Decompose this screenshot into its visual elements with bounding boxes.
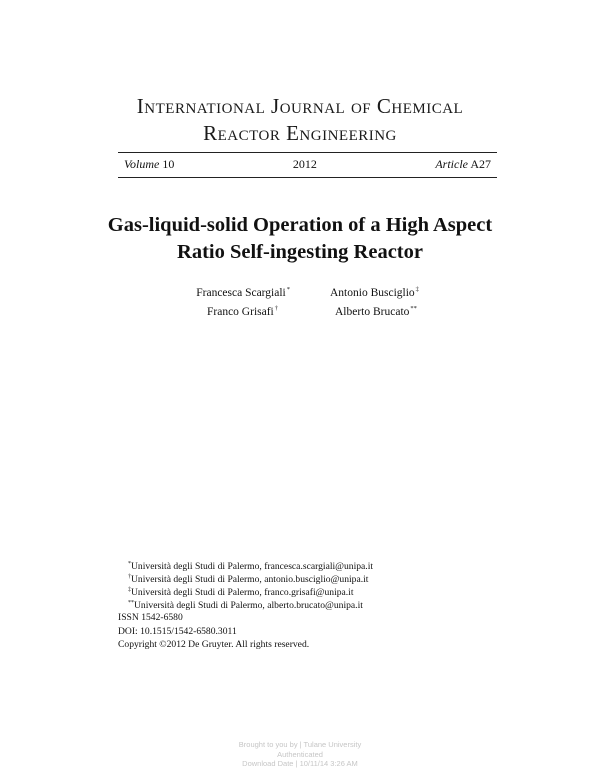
affiliation-3: ‡Università degli Studi di Palermo, franco.grisafi@unipa.it [128,587,354,599]
paper-title [60,212,540,266]
year: 2012 [292,156,317,171]
doi: DOI: 10.1515/1542-6580.3011 [118,626,237,637]
author-4: Alberto Brucato** [335,305,417,318]
paper-title-line2: Ratio Self-ingesting Reactor [177,241,423,263]
author-1: Francesca Scargiali* [196,286,290,299]
header-rule-top [118,152,497,153]
header-rule-bottom [118,177,497,178]
download-watermark [0,740,600,769]
volume-info: Volume 10 [124,156,175,171]
journal-name-line2: Reactor Engineering [203,121,397,145]
issue-info-row [118,155,497,173]
watermark-line2: Authenticated [277,749,323,759]
issn: ISSN 1542-6580 [118,612,183,623]
affiliation-4: **Università degli Studi di Palermo, alberto.brucato@unipa.it [128,600,363,612]
watermark-line3: Download Date | 10/11/14 3:26 AM [242,759,358,768]
author-3: Franco Grisafi† [207,305,278,318]
affiliation-2: †Università degli Studi di Palermo, antonio.busciglio@unipa.it [128,574,369,586]
affiliation-1: *Università degli Studi di Palermo, francesca.scargiali@unipa.it [128,561,374,573]
copyright: Copyright ©2012 De Gruyter. All rights reserved. [118,639,310,650]
article-info: Article A27 [435,156,491,171]
paper-title-line1: Gas-liquid-solid Operation of a High Aspect [107,214,493,236]
journal-name-line1: International Journal of Chemical [136,94,464,118]
author-2: Antonio Busciglio‡ [330,286,419,299]
watermark-line1: Brought to you by | Tulane University [238,740,362,749]
